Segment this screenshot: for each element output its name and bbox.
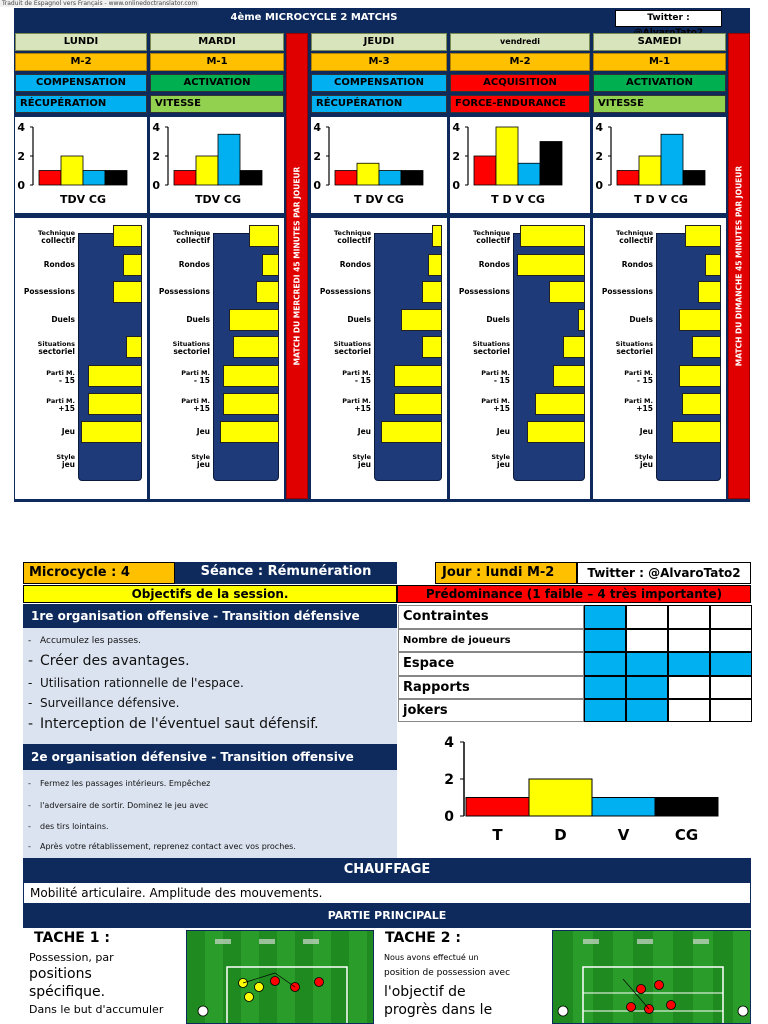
bar-label xyxy=(17,340,75,356)
constraint-level-cell xyxy=(584,605,626,629)
objective-primary: COMPENSATION xyxy=(15,74,147,92)
bar-label xyxy=(152,428,210,436)
constraint-label: Nombre de joueurs xyxy=(398,629,584,652)
constraint-level-cell xyxy=(668,629,710,652)
bar-fill xyxy=(233,336,279,358)
bar-label-line: Jeu xyxy=(496,427,510,436)
match-wednesday-bar xyxy=(286,33,308,499)
bar-fill xyxy=(553,365,585,387)
load-bar xyxy=(496,127,518,185)
bar-label xyxy=(152,288,210,296)
bar-label xyxy=(152,369,210,385)
bar-label-line: Duels xyxy=(51,315,75,324)
bar-fill xyxy=(223,365,279,387)
bar-fill xyxy=(88,365,142,387)
bar-fill xyxy=(705,254,721,276)
bar-fill xyxy=(682,393,721,415)
bar-label xyxy=(595,340,653,356)
bar-label-line: Parti M. xyxy=(342,369,371,377)
bar-label-line: Possessions xyxy=(23,287,75,296)
objective-secondary: VITESSE xyxy=(150,95,284,113)
y-tick-label: 0 xyxy=(152,179,160,192)
predominance-title: Prédominance (1 faible – 4 très importante) xyxy=(397,585,751,603)
bar-fill xyxy=(394,393,442,415)
bar-fill xyxy=(563,336,585,358)
bar-label-line: +15 xyxy=(193,404,210,413)
constraint-level-cell xyxy=(668,676,710,699)
bar-fill xyxy=(81,421,142,443)
category-label: T xyxy=(492,826,503,844)
bar-label-line: +15 xyxy=(636,404,653,413)
constraint-level-cell xyxy=(668,605,710,629)
jour-label: Jour : lundi M-2 xyxy=(435,562,577,584)
bar-label-line: Technique xyxy=(172,229,210,237)
objective-primary: ACTIVATION xyxy=(593,74,726,92)
session-twitter: Twitter : @AlvaroTato2 xyxy=(577,562,751,584)
bar-label xyxy=(17,397,75,413)
bar-label-line: Parti M. xyxy=(481,369,510,377)
bar-label-line: Jeu xyxy=(639,427,653,436)
bar-label-line: Duels xyxy=(486,315,510,324)
bar-label-line: Duels xyxy=(186,315,210,324)
load-chart xyxy=(15,117,147,213)
bar-fill xyxy=(123,254,142,276)
bar-label-line: - 15 xyxy=(58,376,75,385)
bar-label xyxy=(452,288,510,296)
bar-fill xyxy=(381,421,442,443)
bar-label-line: Parti M. xyxy=(46,369,75,377)
bar-label-line: Style xyxy=(352,453,371,461)
bar-label-line: Parti M. xyxy=(481,397,510,405)
x-axis-label: TDV CG xyxy=(59,193,107,206)
bar-label-line: jeu xyxy=(640,460,653,469)
load-bar xyxy=(61,156,83,185)
bar-label xyxy=(452,428,510,436)
bar-fill xyxy=(672,421,721,443)
bar-label-line: +15 xyxy=(58,404,75,413)
bar-label-line: Style xyxy=(56,453,75,461)
org2-objective: - Après votre rétablissement, reprenez contact avec vos proches. xyxy=(40,842,296,851)
bar-label-line: Possessions xyxy=(601,287,653,296)
bar-label-line: Situations xyxy=(333,340,371,348)
bar-label-line: Parti M. xyxy=(181,397,210,405)
constraint-level-cell xyxy=(626,605,668,629)
bar-label xyxy=(17,261,75,269)
category-label: CG xyxy=(674,826,699,844)
org2-objective: - l'adversaire de sortir. Dominez le jeu avec xyxy=(40,801,208,810)
bar-label-line: Possessions xyxy=(458,287,510,296)
load-bar xyxy=(240,171,262,186)
bar-label-line: Technique xyxy=(472,229,510,237)
bar-label-line: - 15 xyxy=(493,376,510,385)
day-header: vendredi xyxy=(450,33,590,51)
bar-label xyxy=(452,369,510,385)
bar-label-line: Rondos xyxy=(43,260,75,269)
bar-fill xyxy=(549,281,585,303)
org2-objective: - Fermez les passages intérieurs. Empêchez xyxy=(40,779,210,788)
bar-label xyxy=(595,288,653,296)
bar-label xyxy=(313,316,371,324)
y-tick-label: 4 xyxy=(452,121,460,134)
bar-label xyxy=(595,316,653,324)
org1-objective: - Créer des avantages. xyxy=(40,653,190,669)
objective-primary: COMPENSATION xyxy=(311,74,447,92)
bar-label-line: Situations xyxy=(615,340,653,348)
bar-label xyxy=(17,316,75,324)
load-bar xyxy=(196,156,218,185)
microcycle-label: Microcycle : 4 xyxy=(23,562,175,584)
load-bar xyxy=(474,156,496,185)
bar-label-line: jeu xyxy=(62,460,75,469)
load-bar xyxy=(83,171,105,186)
bar-label xyxy=(452,229,510,245)
bar-label-line: jeu xyxy=(358,460,371,469)
bar-label-line: sectoriel xyxy=(334,347,371,356)
bar-fill xyxy=(220,421,279,443)
day-header: SAMEDI xyxy=(593,33,726,51)
bar-fill xyxy=(517,254,585,276)
bar-label-line: +15 xyxy=(493,404,510,413)
bar-label-line: Technique xyxy=(37,229,75,237)
bar-label-line: Rondos xyxy=(621,260,653,269)
x-axis-label: T D V CG xyxy=(634,193,688,206)
bar-label xyxy=(17,428,75,436)
bar-label-line: +15 xyxy=(354,404,371,413)
y-tick-label: 0 xyxy=(595,179,603,192)
constraint-level-cell xyxy=(626,699,668,722)
load-bar xyxy=(335,171,357,186)
objectives-title: Objectifs de la session. xyxy=(23,585,397,603)
bar-fill xyxy=(679,309,721,331)
match-distance: M-1 xyxy=(593,53,726,71)
bar-label-line: Style xyxy=(491,453,510,461)
bar-fill xyxy=(394,365,442,387)
org1-objective: - Accumulez les passes. xyxy=(40,636,141,646)
load-bar xyxy=(174,171,196,186)
task2-field-diagram xyxy=(553,931,751,1024)
warmup-title: CHAUFFAGE xyxy=(23,858,751,882)
session-load-chart xyxy=(398,724,750,858)
bar-label-line: - 15 xyxy=(354,376,371,385)
bar-label xyxy=(313,288,371,296)
bar-label xyxy=(452,261,510,269)
main-part-title: PARTIE PRINCIPALE xyxy=(23,904,751,928)
match-distance: M-2 xyxy=(450,53,590,71)
bar-label-line: Technique xyxy=(615,229,653,237)
objective-secondary: RÉCUPÉRATION xyxy=(15,95,147,113)
bar-label-line: sectoriel xyxy=(473,347,510,356)
bar-label-line: Parti M. xyxy=(181,369,210,377)
constraint-level-cell xyxy=(710,699,752,722)
match-distance: M-1 xyxy=(150,53,284,71)
bar-label xyxy=(313,369,371,385)
bar-label-line: collectif xyxy=(476,236,510,245)
bar-label-line: Situations xyxy=(37,340,75,348)
task1-title: TACHE 1 : xyxy=(34,930,110,946)
y-tick-label: 0 xyxy=(452,179,460,192)
bar-label xyxy=(152,453,210,469)
load-bar xyxy=(218,134,240,185)
x-axis-label: TDV CG xyxy=(194,193,242,206)
objective-primary: ACTIVATION xyxy=(150,74,284,92)
y-tick-label: 4 xyxy=(152,121,160,134)
bar-label xyxy=(152,229,210,245)
bar-label xyxy=(452,316,510,324)
day-header: LUNDI xyxy=(15,33,147,51)
bar-label xyxy=(313,340,371,356)
y-tick-label: 4 xyxy=(17,121,25,134)
task1-line-1: Possession, par xyxy=(29,951,114,964)
bar-label xyxy=(595,369,653,385)
constraint-level-cell xyxy=(710,629,752,652)
task1-field xyxy=(186,930,374,1024)
y-tick-label: 2 xyxy=(595,150,603,163)
bar-label-line: Style xyxy=(634,453,653,461)
twitter-handle: Twitter : xyxy=(615,10,722,27)
bar-label-line: Parti M. xyxy=(624,397,653,405)
bar-label-line: Style xyxy=(191,453,210,461)
bar-fill xyxy=(422,336,442,358)
y-tick-label: 0 xyxy=(444,809,454,825)
load-bar xyxy=(540,142,562,186)
y-tick-label: 2 xyxy=(17,150,25,163)
bar-label xyxy=(313,261,371,269)
bar-label-line: - 15 xyxy=(193,376,210,385)
constraint-label: Contraintes xyxy=(398,605,584,629)
bar-label xyxy=(452,397,510,413)
bar-label xyxy=(152,316,210,324)
constraint-level-cell xyxy=(626,629,668,652)
bar-fill xyxy=(256,281,279,303)
session-bar xyxy=(592,798,655,817)
objective-primary: ACQUISITION xyxy=(450,74,590,92)
bar-label-line: Situations xyxy=(472,340,510,348)
bar-label xyxy=(152,340,210,356)
constraint-level-cell xyxy=(584,629,626,652)
bar-fill xyxy=(223,393,279,415)
constraint-level-cell xyxy=(584,676,626,699)
y-tick-label: 0 xyxy=(313,179,321,192)
day-header: JEUDI xyxy=(311,33,447,51)
bar-fill xyxy=(698,281,721,303)
bar-label xyxy=(595,453,653,469)
y-tick-label: 4 xyxy=(313,121,321,134)
y-tick-label: 2 xyxy=(444,772,454,788)
bar-label-line: collectif xyxy=(619,236,653,245)
bar-fill xyxy=(535,393,585,415)
bar-label xyxy=(313,229,371,245)
category-label: D xyxy=(554,826,567,844)
constraint-level-cell xyxy=(668,699,710,722)
org2-objective: - des tirs lointains. xyxy=(40,822,109,831)
load-chart xyxy=(450,117,590,213)
bar-label-line: jeu xyxy=(197,460,210,469)
bar-fill xyxy=(262,254,279,276)
objective-secondary: VITESSE xyxy=(593,95,726,113)
bar-label xyxy=(152,261,210,269)
task2-line-2: position de possession avec xyxy=(384,968,511,978)
y-tick-label: 2 xyxy=(313,150,321,163)
bar-label xyxy=(17,229,75,245)
bar-label-line: Possessions xyxy=(158,287,210,296)
bar-label-line: jeu xyxy=(497,460,510,469)
load-bar xyxy=(518,163,540,185)
bar-label-line: Parti M. xyxy=(342,397,371,405)
bar-label-line: Parti M. xyxy=(624,369,653,377)
match-sunday-bar xyxy=(728,33,750,499)
y-tick-label: 4 xyxy=(595,121,603,134)
bar-label-line: Possessions xyxy=(319,287,371,296)
bar-fill xyxy=(520,225,585,247)
task2-line-4: progrès dans le xyxy=(384,1002,493,1018)
microcycle-title: 4ème MICROCYCLE 2 MATCHS xyxy=(230,12,398,23)
x-axis-label: T D V CG xyxy=(491,193,545,206)
bar-fill xyxy=(428,254,442,276)
constraint-label: jokers xyxy=(398,699,584,722)
bar-label xyxy=(313,453,371,469)
task2-field xyxy=(552,930,751,1024)
load-bar xyxy=(661,134,683,185)
org1-title: 1re organisation offensive - Transition défensive xyxy=(23,604,397,628)
load-chart xyxy=(150,117,284,213)
bar-fill xyxy=(229,309,279,331)
y-tick-label: 2 xyxy=(152,150,160,163)
constraint-level-cell xyxy=(668,652,710,676)
bar-label xyxy=(313,428,371,436)
translation-notice: Traduit de Espagnol vers Français - www.onlinedoctranslator.com xyxy=(2,0,198,7)
load-bar xyxy=(105,171,127,186)
constraint-level-cell xyxy=(710,676,752,699)
bar-label xyxy=(595,261,653,269)
constraint-level-cell xyxy=(710,652,752,676)
objective-secondary: FORCE-ENDURANCE xyxy=(450,95,590,113)
bar-label xyxy=(17,369,75,385)
bar-label-line: - 15 xyxy=(636,376,653,385)
seance-label: Séance : Rémunération xyxy=(175,562,397,584)
bar-label xyxy=(17,288,75,296)
load-bar xyxy=(357,163,379,185)
bar-label-line: Parti M. xyxy=(46,397,75,405)
bar-label xyxy=(152,397,210,413)
bar-label-line: collectif xyxy=(176,236,210,245)
bar-fill xyxy=(249,225,279,247)
load-bar xyxy=(617,171,639,186)
match-wednesday-label: MATCH DU MERCREDI 45 MINUTES PAR JOUEUR xyxy=(292,166,302,366)
bar-fill xyxy=(422,281,442,303)
category-label: V xyxy=(617,826,630,844)
bar-label-line: Technique xyxy=(333,229,371,237)
bar-label-line: Jeu xyxy=(61,427,75,436)
task1-line-2: positions xyxy=(29,966,92,982)
constraint-level-cell xyxy=(710,605,752,629)
session-bar xyxy=(529,779,592,816)
bar-label-line: Rondos xyxy=(478,260,510,269)
bar-label xyxy=(452,453,510,469)
bar-fill xyxy=(126,336,142,358)
load-bar xyxy=(683,171,705,186)
org1-objective: - Interception de l'éventuel saut défensif. xyxy=(40,716,319,732)
constraint-level-cell xyxy=(584,699,626,722)
session-bar xyxy=(466,798,529,817)
bar-label xyxy=(595,229,653,245)
bar-label-line: Rondos xyxy=(178,260,210,269)
bar-label xyxy=(452,340,510,356)
task2-title: TACHE 2 : xyxy=(385,930,461,946)
match-distance: M-2 xyxy=(15,53,147,71)
load-bar xyxy=(639,156,661,185)
org1-objective: - Utilisation rationnelle de l'espace. xyxy=(40,676,244,690)
bar-fill xyxy=(88,393,142,415)
match-sunday-label: MATCH DU DIMANCHE 45 MINUTES PAR JOUEUR xyxy=(734,165,744,367)
org1-objective: - Surveillance défensive. xyxy=(40,696,180,710)
bar-fill xyxy=(113,281,142,303)
bar-fill xyxy=(113,225,142,247)
load-bar xyxy=(401,171,423,186)
task1-line-4: Dans le but d'accumuler xyxy=(29,1003,164,1016)
constraint-label: Espace xyxy=(398,652,584,676)
bar-fill xyxy=(692,336,721,358)
constraint-level-cell xyxy=(626,652,668,676)
y-tick-label: 0 xyxy=(17,179,25,192)
bar-label-line: Jeu xyxy=(357,427,371,436)
bar-fill xyxy=(527,421,585,443)
day-header: MARDI xyxy=(150,33,284,51)
bar-label-line: sectoriel xyxy=(173,347,210,356)
bar-label-line: Jeu xyxy=(196,427,210,436)
bar-label-line: Rondos xyxy=(339,260,371,269)
bar-fill xyxy=(401,309,442,331)
bar-label-line: Duels xyxy=(347,315,371,324)
bar-fill xyxy=(679,365,721,387)
bar-fill xyxy=(685,225,721,247)
bar-label-line: collectif xyxy=(337,236,371,245)
bar-label xyxy=(17,453,75,469)
bar-label xyxy=(595,428,653,436)
warmup-text: Mobilité articulaire. Amplitude des mouvements. xyxy=(23,882,751,904)
task1-field-diagram xyxy=(187,931,374,1024)
session-bar xyxy=(655,798,718,817)
load-chart xyxy=(311,117,447,213)
objective-secondary: RÉCUPÉRATION xyxy=(311,95,447,113)
load-bar xyxy=(39,171,61,186)
task1-line-3: spécifique. xyxy=(29,984,106,1000)
bar-fill xyxy=(578,309,585,331)
bar-label-line: Situations xyxy=(172,340,210,348)
bar-fill xyxy=(432,225,442,247)
y-tick-label: 4 xyxy=(444,735,454,751)
load-chart xyxy=(593,117,726,213)
match-distance: M-3 xyxy=(311,53,447,71)
constraint-level-cell xyxy=(626,676,668,699)
x-axis-label: T DV CG xyxy=(354,193,404,206)
task2-line-1: Nous avons effectué un xyxy=(384,953,479,962)
bar-label-line: Duels xyxy=(629,315,653,324)
constraint-level-cell xyxy=(584,652,626,676)
bar-label-line: sectoriel xyxy=(616,347,653,356)
bar-label-line: sectoriel xyxy=(38,347,75,356)
constraint-label: Rapports xyxy=(398,676,584,699)
load-bar xyxy=(379,171,401,186)
bar-label-line: collectif xyxy=(41,236,75,245)
bar-label xyxy=(313,397,371,413)
bar-label xyxy=(595,397,653,413)
task2-line-3: l'objectif de xyxy=(384,984,466,1000)
y-tick-label: 2 xyxy=(452,150,460,163)
org2-title: 2e organisation défensive - Transition offensive xyxy=(23,744,397,770)
